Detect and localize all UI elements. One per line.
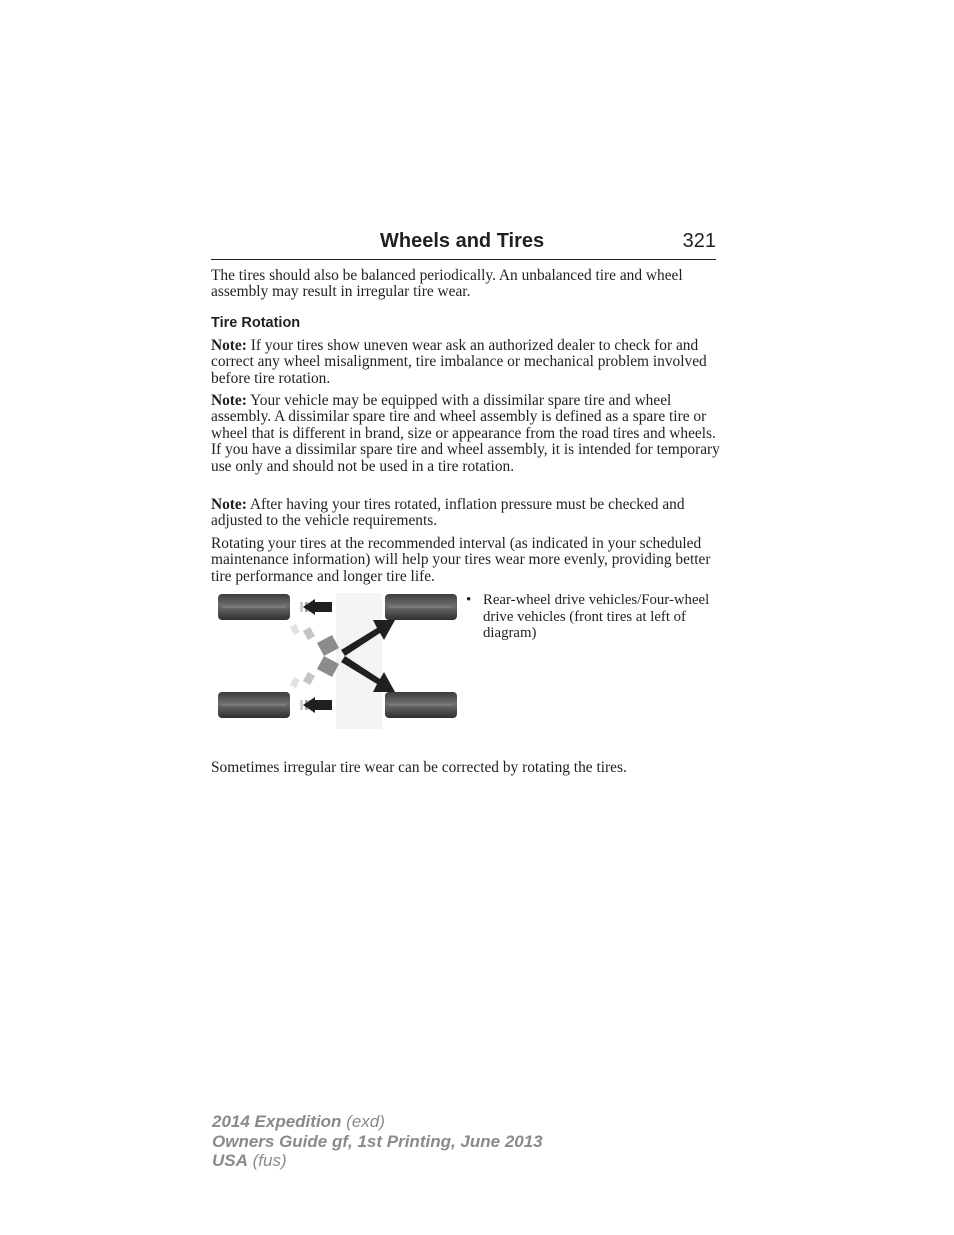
rotation-paragraph: Rotating your tires at the recommended interval (as indicated in your scheduled maintenance information) will help your tires wear more evenly, providing better tire performance and longer tire life. (211, 535, 711, 585)
footer-line-3 (212, 1151, 543, 1171)
note-label: Note: (211, 392, 247, 409)
tire-rotation-diagram (214, 590, 460, 732)
page-footer (212, 1112, 543, 1171)
note-label: Note: (211, 337, 247, 354)
arrow-left-bottom-icon (300, 697, 332, 713)
section-title: Wheels and Tires (380, 230, 545, 252)
intro-paragraph: The tires should also be balanced periodically. An unbalanced tire and wheel assembly may result in irregular tire wear. (211, 267, 683, 301)
note-text: After having your tires rotated, inflation pressure must be checked and adjusted to the vehicle requirements. (211, 496, 685, 530)
footer-model-code: (exd) (341, 1112, 385, 1131)
diagram-caption-text: Rear-wheel drive vehicles/Four-wheel drive vehicles (front tires at left of diagram) (483, 592, 710, 641)
tire-front-left (218, 594, 290, 620)
footer-line-2: Owners Guide gf, 1st Printing, June 2013 (212, 1131, 543, 1151)
note-label: Note: (211, 496, 247, 513)
closing-paragraph: Sometimes irregular tire wear can be corrected by rotating the tires. (211, 759, 627, 776)
tire-rear-left (385, 594, 457, 620)
footer-line-1 (212, 1112, 543, 1132)
note-text: If your tires show uneven wear ask an authorized dealer to check for and correct any wheel misalignment, tire imbalance or mechanical problem involved before tire rotation. (211, 337, 707, 387)
footer-market-code: (fus) (247, 1151, 287, 1170)
bullet-marker: • (466, 592, 472, 608)
footer-market: USA (212, 1151, 248, 1170)
tire-rotation-heading: Tire Rotation (211, 315, 301, 331)
note-paragraph-2 (211, 393, 721, 475)
tire-rear-right (385, 692, 457, 718)
note-text: Your vehicle may be equipped with a dissimilar spare tire and wheel assembly. A dissimilar spare tire and wheel assembly is defined as a spare tire or wheel that is different in brand, size or appearance from the road tires and wheels. If you have a dissimilar spare tire and wheel assembly, it is intended for temporary use only and should not be used in a tire rotation. (211, 392, 720, 475)
page-header (211, 229, 716, 260)
note-paragraph-1 (211, 338, 721, 387)
footer-model: 2014 Expedition (212, 1112, 342, 1131)
tire-front-right (218, 692, 290, 718)
note-paragraph-3 (211, 497, 721, 530)
page-number: 321 (682, 230, 716, 252)
arrow-left-top-icon (300, 599, 332, 615)
